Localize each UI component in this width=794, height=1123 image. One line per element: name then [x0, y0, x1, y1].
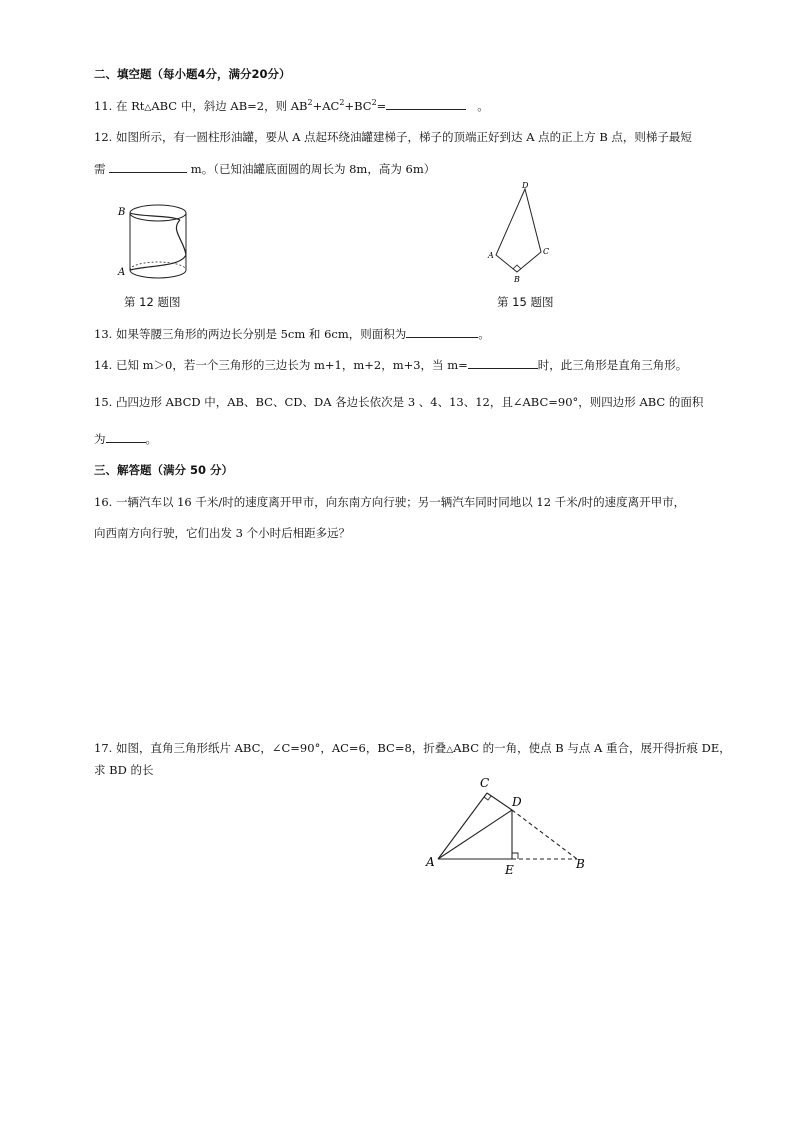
label-a-fig15: A	[488, 251, 494, 260]
triangle-symbol-icon: △	[446, 745, 454, 755]
q15-text-b: 。	[145, 432, 157, 446]
q11-sup-1: 2	[307, 98, 313, 108]
fig17-triangle-diagram	[420, 770, 600, 880]
right-angle-marker-e	[512, 853, 518, 859]
q12-text-a: 需	[94, 162, 110, 176]
q15-answer-blank[interactable]	[106, 430, 146, 443]
question-15-line-2	[94, 430, 157, 447]
question-16-line-2: 向西南方向行驶，它们出发 3 个小时后相距多远？	[94, 526, 351, 540]
cylinder-bottom-front	[130, 270, 186, 278]
q13-answer-blank[interactable]	[406, 325, 478, 338]
q11-end: 。	[477, 99, 489, 113]
q12-text-b: m。（已知油罐底面圆的周长为 8m，高为 6m）	[187, 162, 436, 176]
q14-text-a: 14. 已知 m＞0，若一个三角形的三边长为 m+1，m+2，m+3，当 m=	[94, 358, 468, 372]
fig12-caption: 第 12 题图	[124, 295, 181, 309]
label-e-fig17: E	[505, 863, 514, 877]
q11-text-b: ABC 中，斜边 AB=2，则 AB	[151, 99, 308, 113]
question-16-line-1: 16. 一辆汽车以 16 千米/时的速度离开甲市，向东南方向行驶；另一辆汽车同时同地以 12 千米/时的速度离开甲市，	[94, 495, 686, 509]
question-12-line-1: 12. 如图所示，有一圆柱形油罐，要从 A 点起环绕油罐建梯子，梯子的顶端正好到达 A 点的正上方 B 点，则梯子最短	[94, 130, 692, 144]
q14-text-b: 时，此三角形是直角三角形。	[537, 358, 688, 372]
segment-ad	[438, 810, 512, 859]
label-d-fig17: D	[512, 795, 522, 809]
ladder-spiral-front	[130, 255, 186, 270]
question-13	[94, 325, 490, 342]
q11-text-a: 11. 在 Rt	[94, 99, 145, 113]
question-15-line-1: 15. 凸四边形 ABCD 中，AB、BC、CD、DA 各边长依次是 3 、4、13、12，且∠ABC=90°，则四边形 ABC 的面积	[94, 395, 704, 409]
q11-sup-2: 2	[339, 98, 345, 108]
q17-text-b: ABC 的一角，使点 B 与点 A 重合，展开得折痕 DE，	[453, 741, 731, 755]
q13-text-a: 13. 如果等腰三角形的两边长分别是 5cm 和 6cm，则面积为	[94, 327, 407, 341]
q11-answer-blank[interactable]	[386, 97, 466, 110]
label-c-fig17: C	[480, 776, 490, 790]
fig15-quadrilateral-diagram	[480, 180, 560, 290]
question-17-line-2: 求 BD 的长	[94, 763, 154, 777]
q14-answer-blank[interactable]	[468, 356, 538, 369]
fig15-caption: 第 15 题图	[497, 295, 554, 309]
q17-text-a: 17. 如图，直角三角形纸片 ABC，∠C=90°，AC=6，BC=8，折叠	[94, 741, 447, 755]
segment-cd	[487, 793, 512, 810]
q11-text-c: +AC	[312, 99, 340, 113]
label-b-fig15: B	[514, 275, 520, 284]
ladder-spiral-back	[176, 220, 186, 255]
question-11	[94, 97, 489, 116]
section-heading-solve: 三、解答题（满分 50 分）	[94, 463, 234, 477]
fig12-cylinder-diagram	[110, 195, 200, 290]
right-angle-marker-c	[484, 796, 491, 800]
label-a-fig12: A	[118, 267, 126, 278]
segment-ac	[438, 793, 487, 859]
label-c-fig15: C	[543, 247, 550, 256]
section-heading-fill-in: 二、填空题（每小题4分，满分20分）	[94, 67, 291, 81]
label-b-fig17: B	[576, 857, 585, 871]
q15-text-a: 为	[94, 432, 106, 446]
question-12-line-2	[94, 160, 435, 177]
label-b-fig12: B	[118, 207, 126, 218]
quadrilateral-abcd	[496, 189, 541, 272]
triangle-symbol-icon: △	[144, 103, 152, 113]
question-17-line-1	[94, 740, 731, 758]
segment-db-dashed	[512, 810, 577, 859]
label-d-fig15: D	[522, 181, 529, 190]
q11-sup-3: 2	[371, 98, 377, 108]
q11-text-d: +BC	[344, 99, 372, 113]
q13-text-b: 。	[478, 327, 490, 341]
q11-text-e: =	[376, 99, 387, 113]
right-angle-marker-b	[513, 265, 521, 269]
label-a-fig17: A	[426, 855, 435, 869]
question-14	[94, 356, 687, 373]
q12-answer-blank[interactable]	[109, 160, 187, 173]
